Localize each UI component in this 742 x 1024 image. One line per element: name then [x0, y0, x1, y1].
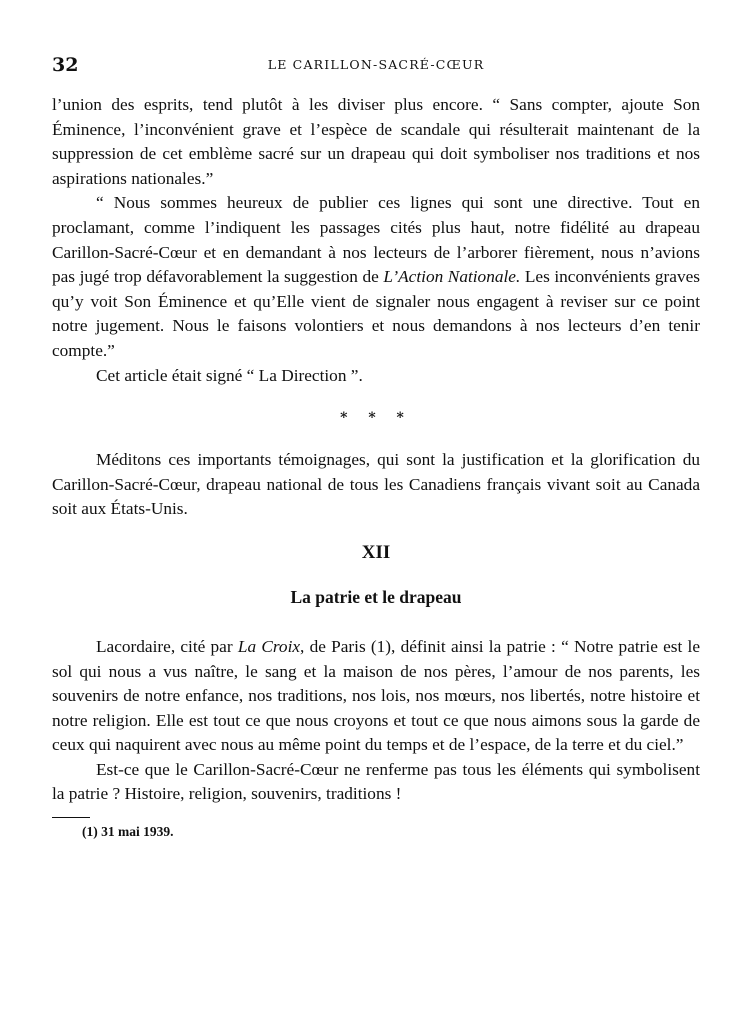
chapter-number: XII — [361, 541, 391, 563]
footnote: (1) 31 mai 1939. — [82, 824, 174, 840]
italic-title: La Croix — [237, 636, 301, 656]
running-title: LE CARILLON-SACRÉ-CŒUR — [267, 57, 485, 72]
paragraph-meditons: Méditons ces importants témoignages, qui sont la justification et la glorification du Carillon-Sacré-Cœur, drapeau national de tous les Canadiens français vivant soit au Canada soit aux États-Unis. — [52, 450, 700, 519]
chapter-title: La patrie et le drapeau — [290, 586, 462, 607]
paragraph-continuation: l’union des esprits, tend plutôt à les diviser plus encore. “ Sans compter, ajoute Son Éminence, l’inconvénient grave et l’espèce de scandale qui résulterait maintenant de la suppression de cet emblème sacré sur un drapeau qui doit symboliser nos traditions et nos aspirations nationales.” — [52, 95, 700, 188]
page-header — [52, 54, 700, 78]
page-number: 32 — [52, 54, 79, 76]
paragraph-question: Est-ce que le Carillon-Sacré-Cœur ne renferme pas tous les éléments qui symbolisent la patrie ? Histoire, religion, souvenirs, traditions ! — [52, 759, 700, 804]
paragraph-quote-direction — [52, 191, 700, 363]
text: “ Nous sommes heureux de publier ces lignes qui sont une directive. Tout en proclamant, comme l’indiquent les passages cités plus haut, notre fidélité au drapeau Carillon-Sacré-Cœur et en demandant à nos lecteurs de l’arborer fièrement, nous n’avions pas jugé trop défavorablement la suggestion de — [52, 193, 700, 287]
section-separator: * * * — [340, 410, 412, 427]
italic-title: L’Action Nationale. — [383, 267, 521, 287]
page-body — [52, 93, 700, 840]
text: , de Paris (1), définit ainsi la patrie : “ Notre patrie est le sol qui nous a vus naître, le sang et la maison de nos pères, l’amour de nos parents, les souvenirs de notre enfance, nos traditions, nos lois, nos mœurs, nos libertés, notre histoire et notre religion. Elle est tout ce que nous croyons et tout ce que nous aimons sous la garde de ceux qui naquirent avec nous au même point du temps et de l’espace, de la terre et du ciel.” — [52, 636, 701, 755]
text: Les inconvénients graves qu’y voit Son Éminence et qu’Elle vient de signaler nous engagent à reviser sur ce point notre jugement. Nous le faisons volontiers et nous demandons à nos lecteurs d’en tenir compte.” — [52, 267, 701, 360]
text: Lacordaire, cité par — [96, 636, 238, 656]
paragraph-lacordaire — [52, 635, 700, 758]
footnote-divider — [52, 817, 90, 818]
paragraph-signature: Cet article était signé “ La Direction ”. — [96, 365, 363, 385]
